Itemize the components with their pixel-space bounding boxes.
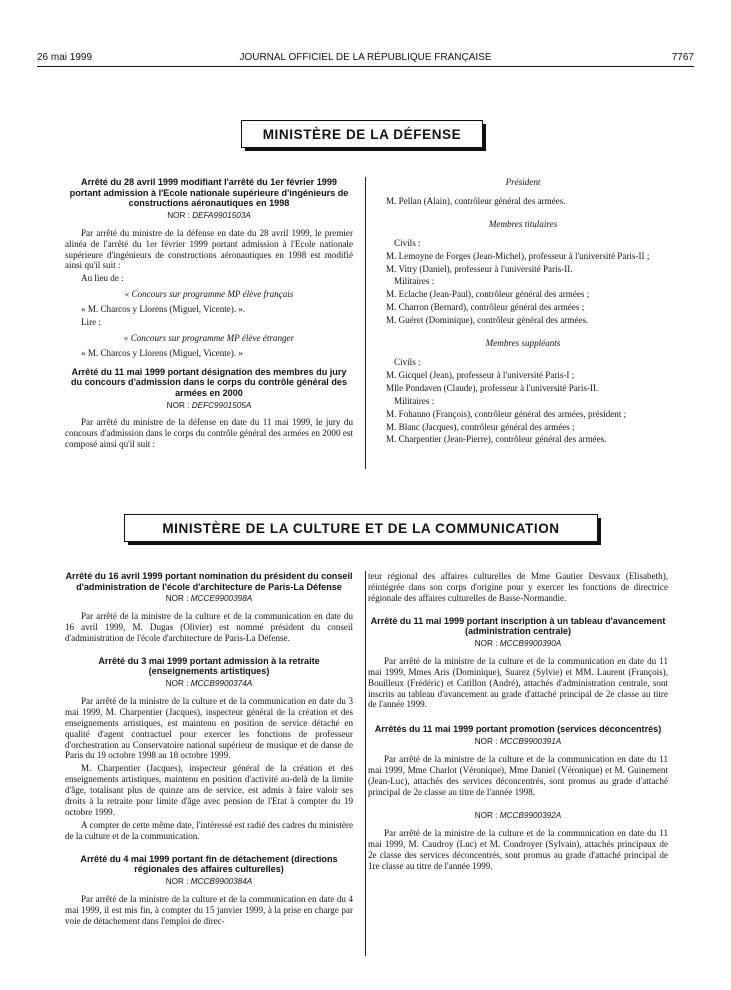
- defense-column-divider: [365, 177, 366, 469]
- art1-line-1: « M. Charcos y Llorens (Miguel, Vicente). ».: [81, 304, 246, 315]
- defense-right-column: [378, 177, 668, 447]
- a2-paragraph: Par arrêté de la ministre de la culture et de la communication en date du 3 mai 1999, M. Charpentier (Jacques), inspecteur général de la création et des enseignements artistiques, est maintenu en position de service détaché en qualité d'agent contractuel pour exercer les fonctions de professeur d'orchestration au Conservatoire national supérieur de musique et de danse de Paris du 19 octobre 1998 au 18 octobre 1999.: [65, 695, 353, 761]
- a2-nor: NOR : MCCB9900374A: [165, 679, 253, 688]
- art1-nor: NOR : DEFA9901503A: [167, 210, 251, 220]
- suppleants-heading: Membres suppléants: [485, 338, 561, 349]
- a2-title: Arrêté du 3 mai 1999 portant admission à la retraite (enseignements artistiques): [98, 655, 320, 677]
- art2-paragraph: Par arrêté du ministre de la défense en date du 11 mai 1999, le jury du concours d'admission dans le corps du contrôle général des armées en 2000 est composé ainsi qu'il suit :: [65, 417, 353, 450]
- suppleants-militaires: Militaires :: [394, 395, 435, 406]
- ministry-culture-heading: [124, 514, 598, 542]
- art2-nor: NOR : DEFC9901505A: [166, 400, 252, 410]
- suppleant-entry: M. Gicquel (Jean), professeur à l'université Paris-I ;: [386, 369, 575, 380]
- titulaires-civils: Civils :: [394, 237, 421, 248]
- art1-au-lieu: Au lieu de :: [81, 273, 124, 284]
- art1-lire: Lire :: [81, 317, 101, 328]
- a6-nor: NOR : MCCB9900392A: [474, 811, 562, 821]
- titulaire-entry: M. Charron (Bernard), contrôleur général des armées ;: [386, 302, 585, 313]
- a2-paragraph: M. Charpentier (Jacques), inspecteur général de la création et des enseignements artistiques, maintenu en position d'activité au-delà de la limite d'âge, totalisant plus de quinze ans de service, est admis à faire valoir ses droits à la retraite pour limite d'âge avec pension de l'Etat à compter du 19 octobre 1999.: [65, 763, 353, 817]
- suppleant-entry: M. Fohanno (François), contrôleur général des armées, président ;: [386, 408, 627, 419]
- a2-paragraph: A compter de cette même date, l'intéressé est radié des cadres du ministère de la culture et de la communication.: [65, 819, 353, 841]
- a6-paragraph: Par arrêté de la ministre de la culture et de la communication en date du 11 mai 1999, M. Caudroy (Luc) et M. Condroyer (Sylvain), attachés principaux de 2e classe des services déconcentrés, sont promus au grade d'attaché principal de 1re classe au titre de l'année 1999.: [368, 828, 668, 872]
- a3-paragraph: Par arrêté de la ministre de la culture et de la communication en date du 4 mai 1999, il est mis fin, à compter du 15 janvier 1999, à la prise en charge par voie de détachement dans l'emploi de direc-: [65, 893, 353, 926]
- a5-nor: NOR : MCCB9900391A: [474, 736, 562, 746]
- a5-title: Arrêtés du 11 mai 1999 portant promotion (services déconcentrés): [374, 724, 662, 735]
- suppleants-civils: Civils :: [394, 356, 421, 367]
- a4-nor: NOR : MCCB9900390A: [474, 638, 562, 648]
- culture-left-column: [65, 571, 353, 929]
- a1-title: Arrêté du 16 avril 1999 portant nomination du président du conseil d'administration de l'école d'architecture de Paris-La Défense: [65, 571, 353, 592]
- art1-concours-2: « Concours sur programme MP élève étranger: [123, 332, 295, 343]
- header-rule: [37, 66, 694, 67]
- culture-right-column: [368, 571, 668, 874]
- titulaire-entry: M. Guéret (Dominique), contrôleur général des armées.: [386, 315, 589, 326]
- header-page-number: 7767: [671, 52, 694, 63]
- culture-column-divider: [365, 571, 366, 956]
- a4-title: Arrêté du 11 mai 1999 portant inscription à un tableau d'avancement (administration centrale): [370, 615, 666, 637]
- titulaires-heading: Membres titulaires: [488, 218, 558, 229]
- a1-paragraph: Par arrêté de la ministre de la culture et de la communication en date du 16 avril 1999, M. Dugas (Olivier) est nommé président du conseil d'administration de l'école d'architecture de Paris-La Défense.: [65, 611, 353, 643]
- president-heading: Président: [505, 177, 541, 187]
- art1-concours-1: « Concours sur programme MP élève français: [124, 289, 294, 300]
- header-journal-title: JOURNAL OFFICIEL DE LA RÉPUBLIQUE FRANÇAISE: [239, 52, 492, 63]
- suppleant-entry: Mlle Pondaven (Claude), professeur à l'université Paris-II.: [386, 382, 599, 393]
- a3-nor: NOR : MCCB9900384A: [165, 876, 253, 886]
- a4-paragraph: Par arrêté de la ministre de la culture et de la communication en date du 11 mai 1999, Mmes Aris (Dominique), Suarez (Sylvie) et MM. Laurent (François), Bouilleux (Frédéric) et Catillon (André), attachés d'administration centrale, sont inscrits au tableau d'avancement au grade d'attaché principal de 2e classe au titre de l'année 1999.: [368, 655, 668, 710]
- titulaire-entry: M. Eclache (Jean-Paul), contrôleur général des armées ;: [386, 289, 590, 300]
- a3-continuation: teur régional des affaires culturelles de Mme Gautier Desvaux (Elisabeth), réintégrée dans son corps d'origine pour y exercer les fonctions de directrice régionale des affaires culturelles de Basse-Normandie.: [368, 571, 668, 603]
- defense-left-column: [65, 177, 353, 452]
- art2-title: Arrêté du 11 mai 1999 portant désignation des membres du jury du concours d'admission dans le corps du contrôle général des armées en 2000: [70, 366, 348, 398]
- art1-title: Arrêté du 28 avril 1999 modifiant l'arrêté du 1er février 1999 portant admission à l'Ecole nationale supérieure d'ingénieurs de constructions aéronautiques en 1998: [69, 177, 349, 209]
- a1-nor: NOR : MCCE9900398A: [165, 594, 253, 604]
- ministry-defense-heading: [241, 120, 483, 148]
- ministry-defense-title: MINISTÈRE DE LA DÉFENSE: [262, 126, 462, 142]
- header-date: 26 mai 1999: [37, 52, 93, 63]
- titulaire-entry: M. Vitry (Daniel), professeur à l'université Paris-II.: [386, 263, 573, 274]
- president-entry: M. Pellan (Alain), contrôleur général des armées.: [386, 195, 566, 206]
- ministry-culture-title: MINISTÈRE DE LA CULTURE ET DE LA COMMUNICATION: [162, 520, 560, 536]
- titulaires-militaires: Militaires :: [394, 276, 435, 287]
- titulaire-entry: M. Lemoyne de Forges (Jean-Michel), professeur à l'université Paris-II ;: [386, 250, 650, 261]
- a3-title: Arrêté du 4 mai 1999 portant fin de détachement (directions régionales des affaires culturelles): [80, 853, 338, 875]
- suppleant-entry: M. Blanc (Jacques), contrôleur général des armées ;: [386, 421, 575, 432]
- art1-paragraph: Par arrêté du ministre de la défense en date du 28 avril 1999, le premier alinéa de l'arrêté du 1er février 1999 portant admission à l'Ecole nationale supérieure d'ingénieurs de constructions aéronautiques en 1998 est modifié ainsi qu'il suit :: [65, 227, 353, 271]
- a5-paragraph: Par arrêté de la ministre de la culture et de la communication en date du 11 mai 1999, Mme Charlot (Véronique), Mme Daniel (Véronique) et M. Guinement (Jean-Luc), attachés des services déconcentrés, sont promus au grade d'attaché principal de 2e classe au titre de l'année 1998.: [368, 753, 668, 797]
- art1-line-2: « M. Charcos y Llorens (Miguel, Vicente). »: [81, 347, 243, 358]
- suppleant-entry: M. Charpentier (Jean-Pierre), contrôleur général des armées.: [386, 434, 607, 445]
